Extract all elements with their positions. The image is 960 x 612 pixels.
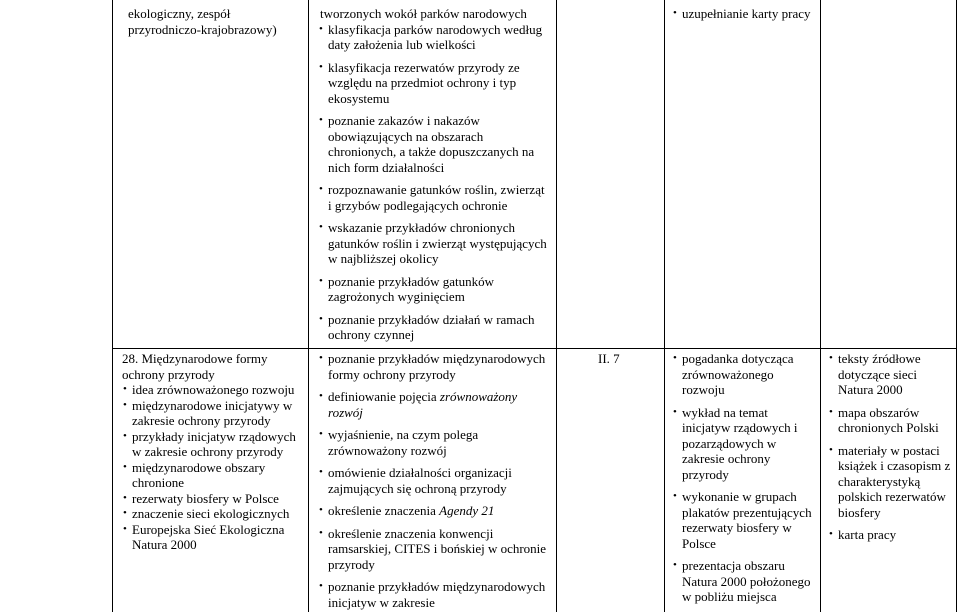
list-item-text: idea zrównoważonego rozwoju	[132, 382, 295, 397]
list-item-text: karta pracy	[838, 527, 897, 542]
list-item-text: poznanie przykładów międzynarodowych inicjatyw w zakresie	[328, 579, 546, 610]
column-divider	[664, 0, 665, 612]
list-item	[124, 429, 302, 460]
col1-top-cell	[128, 6, 304, 37]
text-line: ekologiczny, zespół	[128, 6, 231, 21]
bullet-icon: •	[123, 383, 127, 395]
list-item-text: rezerwaty biosfery w Polsce	[132, 490, 279, 506]
list-item	[674, 489, 816, 551]
list-item-text: poznanie przykładów działań w ramach ochrony czynnej	[328, 311, 535, 342]
list-item	[320, 427, 550, 458]
bullet-icon: •	[829, 443, 833, 456]
list-item	[124, 491, 302, 507]
list-item-text: klasyfikacja rezerwatów przyrody ze względu na przedmiot ochrony i typ ekosystemu	[328, 59, 520, 106]
bullet-icon: •	[123, 522, 127, 535]
list-item-text: wskazanie przykładów chronionych gatunków roślin i zwierząt występujących w najbliższej okolicy	[328, 220, 547, 266]
list-item	[124, 398, 302, 429]
list-item	[320, 579, 550, 610]
list-item	[830, 527, 952, 543]
row-divider	[112, 348, 957, 349]
text-line: tworzonych wokół parków narodowych	[320, 6, 527, 21]
list-item-text: definiowanie pojęcia	[328, 389, 440, 404]
bullet-icon: •	[319, 274, 323, 287]
bullet-icon: •	[123, 460, 127, 473]
bullet-icon: •	[123, 429, 127, 442]
bullet-icon: •	[673, 352, 677, 364]
list-item-text: rozpoznawanie gatunków roślin, zwierząt i grzybów podlegających ochronie	[328, 182, 545, 213]
section-heading: 28. Międzynarodowe formy ochrony przyrody	[122, 351, 268, 382]
col3-cell	[598, 351, 658, 367]
list-item	[320, 465, 550, 496]
list-item-emphasis: zrównoważony rozwój	[328, 389, 518, 420]
bullet-icon: •	[319, 526, 323, 539]
text-line: przyrodniczo-krajobrazowy)	[128, 21, 277, 37]
bullet-icon: •	[829, 405, 833, 418]
list-item-text: przykłady inicjatyw rządowych w zakresie ochrony przyrody	[132, 428, 296, 459]
bullet-icon: •	[319, 221, 323, 233]
list-item-emphasis: Agendy 21	[439, 503, 495, 518]
list-item	[124, 522, 302, 553]
list-item	[320, 389, 550, 420]
list-item	[320, 113, 550, 175]
list-item	[320, 351, 550, 382]
list-item	[674, 558, 816, 605]
bullet-icon: •	[319, 22, 323, 35]
bullet-icon: •	[829, 528, 833, 540]
list-item-text: mapa obszarów chronionych Polski	[838, 404, 939, 435]
list-item-text: pogadanka dotycząca zrównoważonego rozwoju	[682, 351, 794, 397]
list-item	[674, 351, 816, 398]
list-item-text: klasyfikacja parków narodowych według daty założenia lub wielkości	[328, 21, 543, 52]
bullet-icon: •	[123, 491, 127, 504]
list-item	[320, 22, 550, 53]
list-item-text: wykład na temat inicjatyw rządowych i pozarządowych w zakresie ochrony przyrody	[682, 404, 798, 482]
list-item	[830, 443, 952, 521]
list-item-text: teksty źródłowe dotyczące sieci Natura 2000	[838, 351, 921, 397]
list-item	[320, 60, 550, 107]
list-item	[320, 274, 550, 305]
column-divider	[556, 0, 557, 612]
bullet-icon: •	[673, 7, 677, 19]
bullet-icon: •	[829, 352, 833, 364]
list-item-text: prezentacja obszaru Natura 2000 położonego w pobliżu miejsca	[682, 558, 811, 604]
list-item	[674, 405, 816, 483]
list-item	[320, 182, 550, 213]
bullet-icon: •	[673, 405, 677, 418]
bullet-icon: •	[319, 466, 323, 478]
list-item	[320, 312, 550, 343]
col2-top-cell	[320, 6, 550, 343]
bullet-icon: •	[319, 183, 323, 195]
column-divider	[820, 0, 821, 612]
list-item	[830, 405, 952, 436]
list-item-text: znaczenie sieci ekologicznych	[132, 506, 290, 521]
col4-top-cell	[674, 6, 816, 22]
bullet-icon: •	[123, 507, 127, 519]
list-item	[674, 6, 816, 22]
list-item-text: wykonanie w grupach plakatów prezentujących rezerwaty biosfery w Polsce	[682, 489, 812, 551]
column-divider	[308, 0, 309, 612]
column-divider	[112, 0, 113, 612]
list-item	[320, 526, 550, 573]
list-item-text: Europejska Sieć Ekologiczna Natura 2000	[132, 521, 285, 552]
col5-lower-cell	[830, 351, 952, 543]
bullet-icon: •	[319, 428, 323, 440]
bullet-icon: •	[319, 60, 323, 73]
bullet-icon: •	[319, 504, 323, 516]
list-item-text: materiały w postaci książek i czasopism z charakterystyką polskich rezerwatów biosfery	[838, 442, 951, 520]
list-item	[124, 382, 302, 398]
list-item	[830, 351, 952, 398]
bullet-icon: •	[123, 398, 127, 411]
list-item-text: określenie znaczenia	[328, 503, 440, 518]
term-label: II. 7	[598, 351, 620, 366]
bullet-icon: •	[673, 559, 677, 571]
list-item-text: uzupełnianie karty pracy	[682, 6, 811, 21]
column-divider	[956, 0, 957, 612]
bullet-icon: •	[673, 490, 677, 502]
col2-lower-cell	[320, 351, 550, 610]
list-item-text: międzynarodowe obszary chronione	[132, 459, 266, 490]
bullet-icon: •	[319, 352, 323, 364]
list-item	[320, 503, 550, 519]
col1-section-cell	[122, 351, 302, 553]
list-item-text: międzynarodowe inicjatywy w zakresie ochrony przyrody	[132, 397, 293, 428]
list-item	[124, 460, 302, 491]
list-item-text: poznanie przykładów gatunków zagrożonych wyginięciem	[328, 273, 495, 304]
bullet-icon: •	[319, 312, 323, 325]
list-item-text: poznanie przykładów międzynarodowych formy ochrony przyrody	[328, 351, 546, 382]
col4-lower-cell	[674, 351, 816, 605]
list-item-text: poznanie zakazów i nakazów obowiązujących na obszarach chronionych, a także dopuszczanych na nich form działalności	[328, 113, 535, 175]
bullet-icon: •	[319, 580, 323, 592]
bullet-icon: •	[319, 114, 323, 126]
bullet-icon: •	[319, 390, 323, 402]
list-item-text: określenie znaczenia konwencji ramsarskiej, CITES i bońskiej w ochronie przyrody	[328, 525, 547, 572]
list-item	[320, 220, 550, 267]
list-item-text: wyjaśnienie, na czym polega zrównoważony rozwój	[328, 427, 479, 458]
list-item	[124, 506, 302, 522]
list-item-text: omówienie działalności organizacji zajmujących się ochroną przyrody	[328, 465, 512, 496]
